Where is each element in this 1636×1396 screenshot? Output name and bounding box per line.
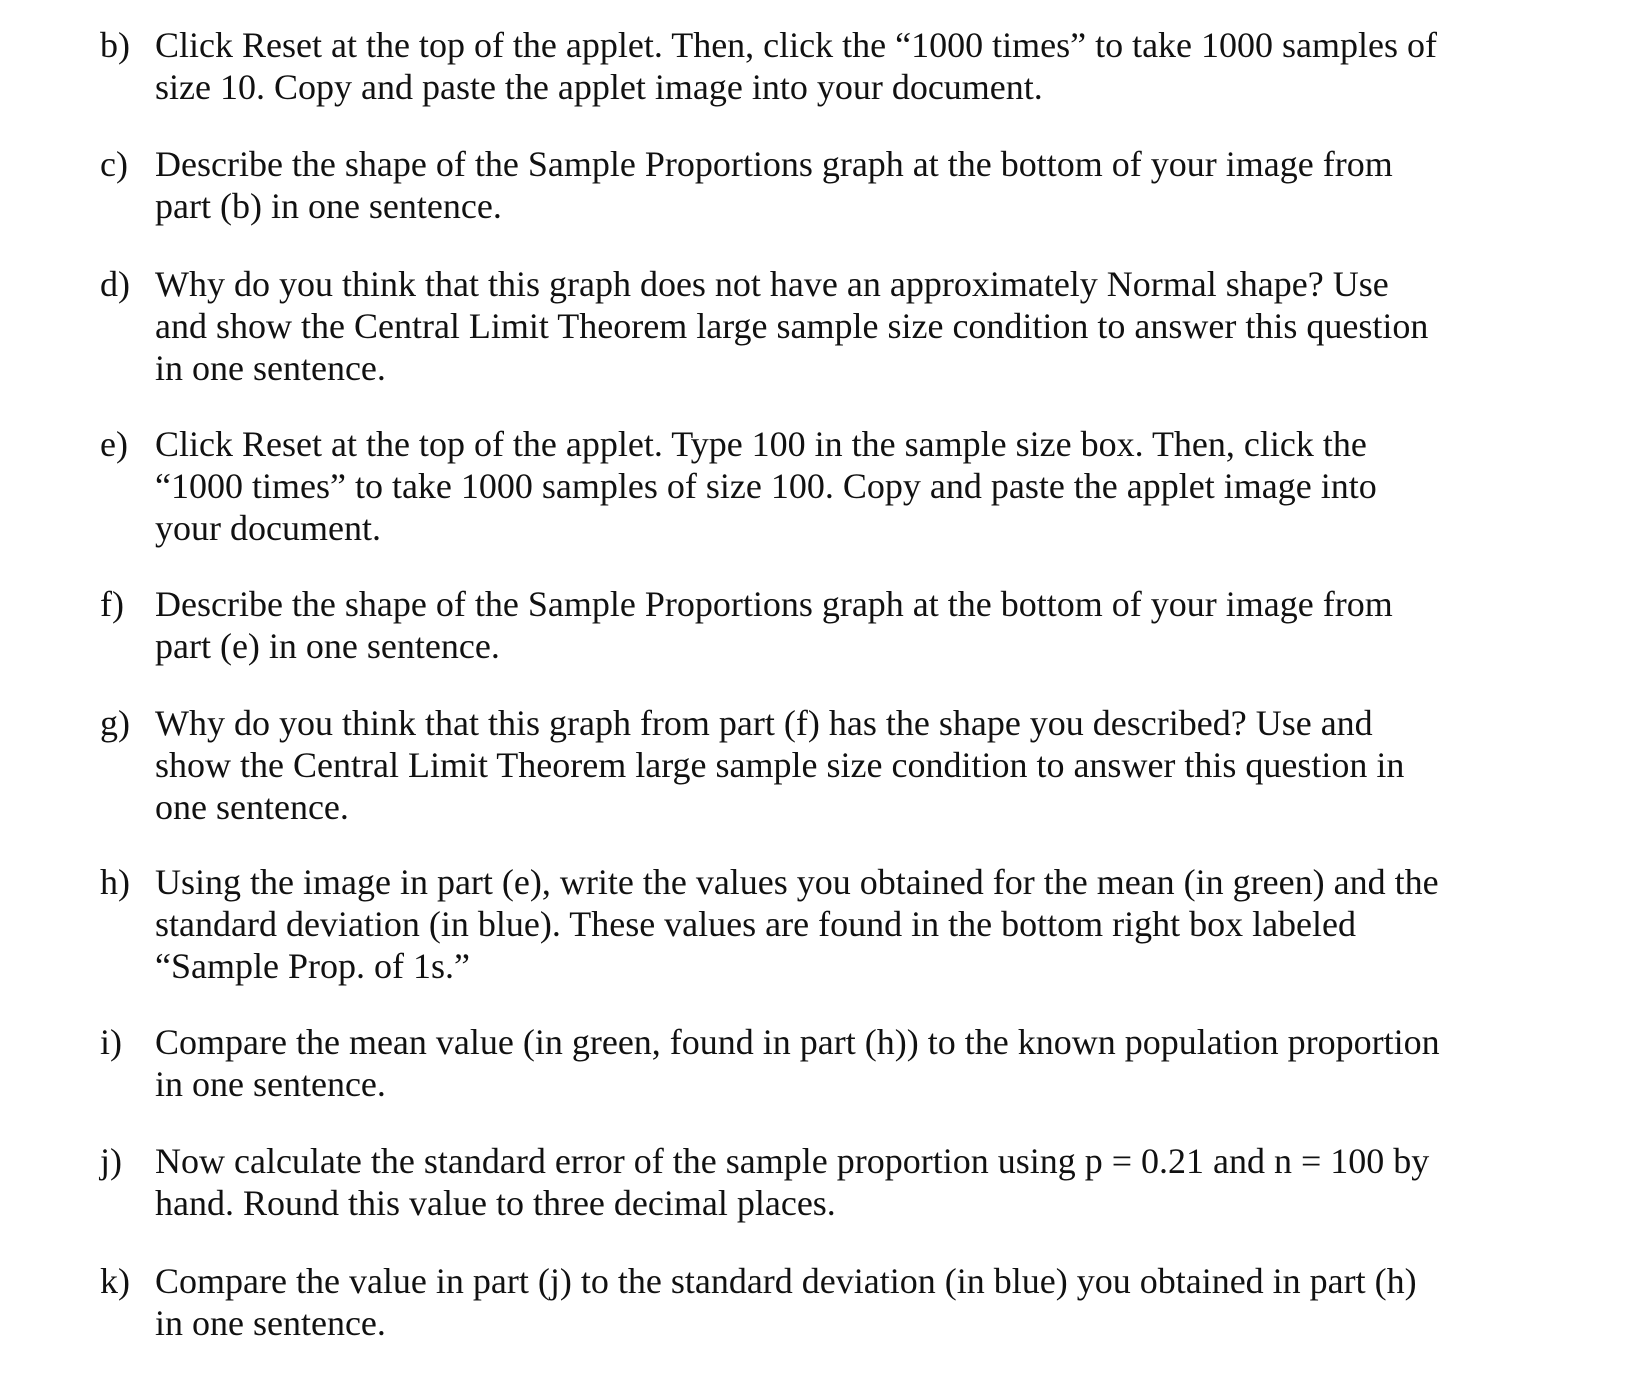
question-text <box>155 423 1545 549</box>
question-line: Click Reset at the top of the applet. Type 100 in the sample size box. Then, click the <box>155 424 1367 464</box>
question-line: “Sample Prop. of 1s.” <box>155 946 470 986</box>
question-text <box>155 143 1545 227</box>
question-text <box>155 1140 1545 1224</box>
question-line: show the Central Limit Theorem large sample size condition to answer this question in <box>155 745 1405 785</box>
question-marker: h) <box>100 862 130 902</box>
question-line: Why do you think that this graph from part (f) has the shape you described? Use and <box>155 703 1373 743</box>
question-marker: c) <box>100 144 128 184</box>
question-marker: d) <box>100 264 130 304</box>
question-marker: b) <box>100 25 130 65</box>
question-marker: g) <box>100 703 130 743</box>
question-line: Now calculate the standard error of the sample proportion using p = 0.21 and n = 100 by <box>155 1141 1430 1181</box>
question-line: part (e) in one sentence. <box>155 626 500 666</box>
question-line: “1000 times” to take 1000 samples of size 100. Copy and paste the applet image into <box>155 466 1377 506</box>
question-line: Why do you think that this graph does not have an approximately Normal shape? Use <box>155 264 1389 304</box>
question-line: and show the Central Limit Theorem large sample size condition to answer this question <box>155 306 1429 346</box>
question-line: hand. Round this value to three decimal places. <box>155 1183 836 1223</box>
question-line: part (b) in one sentence. <box>155 186 502 226</box>
question-line: Compare the value in part (j) to the standard deviation (in blue) you obtained in part (h) <box>155 1261 1417 1301</box>
question-line: your document. <box>155 508 381 548</box>
question-text <box>155 24 1545 108</box>
question-line: standard deviation (in blue). These values are found in the bottom right box labeled <box>155 904 1357 944</box>
question-marker: k) <box>100 1261 130 1301</box>
question-line: in one sentence. <box>155 1303 386 1343</box>
question-line: Using the image in part (e), write the values you obtained for the mean (in green) and the <box>155 862 1439 902</box>
question-line: Compare the mean value (in green, found in part (h)) to the known population proportion <box>155 1022 1440 1062</box>
question-line: in one sentence. <box>155 348 386 388</box>
question-text <box>155 583 1545 667</box>
question-line: Describe the shape of the Sample Proportions graph at the bottom of your image from <box>155 144 1393 184</box>
question-line: Click Reset at the top of the applet. Then, click the “1000 times” to take 1000 samples of <box>155 25 1438 65</box>
question-text <box>155 702 1545 828</box>
question-text <box>155 1260 1545 1344</box>
question-text <box>155 861 1545 987</box>
question-line: Describe the shape of the Sample Proportions graph at the bottom of your image from <box>155 584 1393 624</box>
question-marker: j) <box>100 1141 122 1181</box>
question-text <box>155 263 1545 389</box>
question-marker: e) <box>100 424 128 464</box>
question-text <box>155 1021 1545 1105</box>
question-line: one sentence. <box>155 787 349 827</box>
question-line: size 10. Copy and paste the applet image into your document. <box>155 67 1043 107</box>
question-marker: i) <box>100 1022 122 1062</box>
question-marker: f) <box>100 584 124 624</box>
question-line: in one sentence. <box>155 1064 386 1104</box>
